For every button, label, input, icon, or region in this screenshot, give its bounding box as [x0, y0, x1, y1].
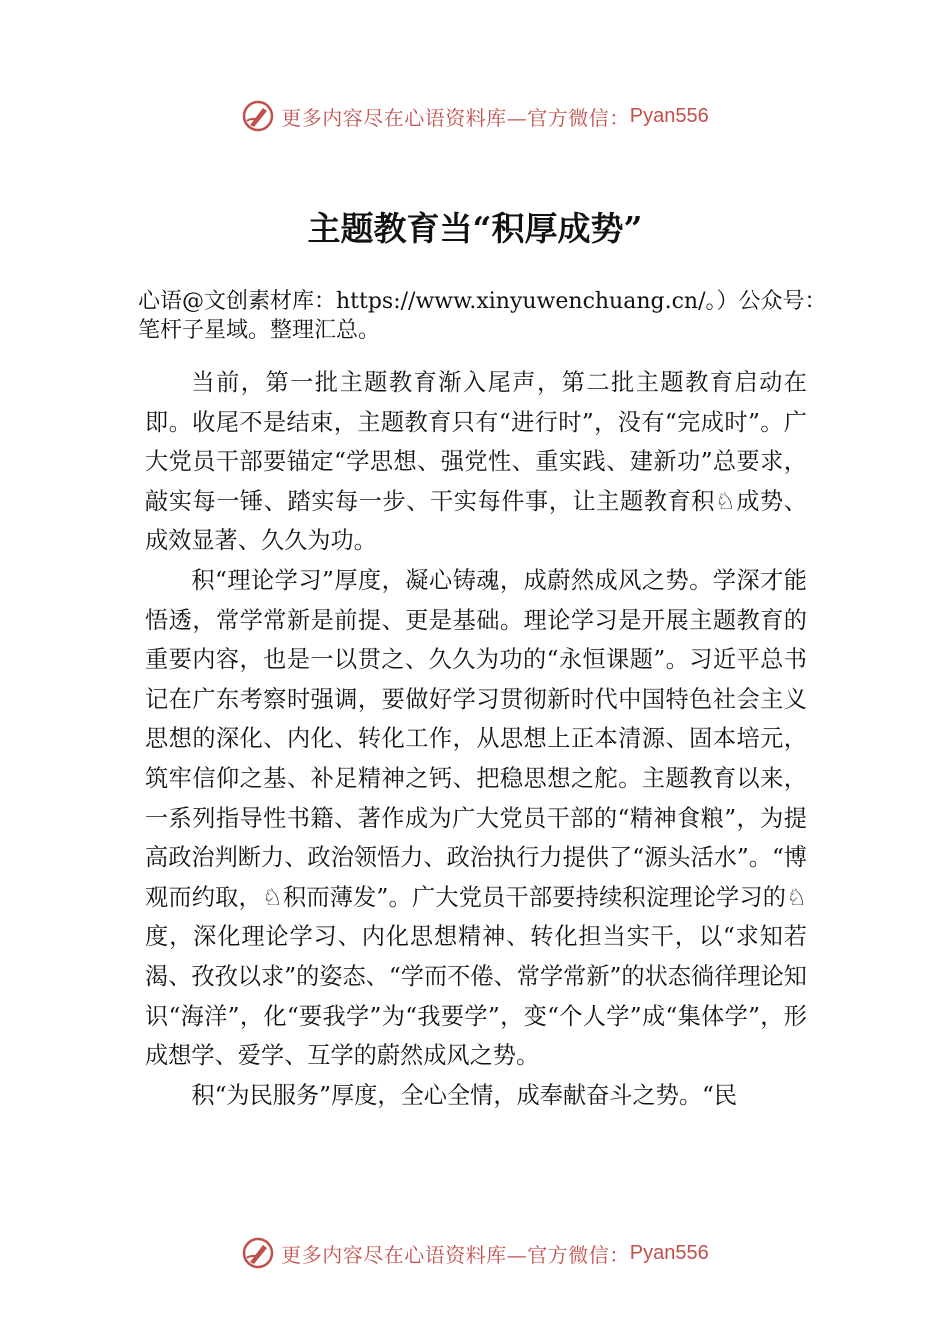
pen-logo-icon	[241, 1236, 275, 1270]
paragraph: 积“理论学习”厚度，凝心铸魂，成蔚然成风之势。学深才能悟透，常学常新是前提、更是基础。理论学习是开展主题教育的重要内容，也是一以贯之、久久为功的“永恒课题”。习近平总书记在广东考察时强调，要做好学习贯彻新时代中国特色社会主义思想的深化、内化、转化工作，从思想上正本清源、固本培元，筑牢信仰之基、补足精神之钙、把稳思想之舵。主题教育以来，一系列指导性书籍、著作成为广大党员干部的“精神食粮”，为提高政治判断力、政治领悟力、政治执行力提供了“源头活水”。“博观而约取，♘积而薄发”。广大党员干部要持续积淀理论学习的♘度，深化理论学习、内化思想精神、转化担当实干，以“求知若渴、孜孜以求”的姿态、“学而不倦、常学常新”的状态徜徉理论知识“海洋”，化“要我学”为“我要学”，变“个人学”成“集体学”，形成想学、爱学、互学的蔚然成风之势。	[145, 566, 807, 1070]
watermark-banner-bottom	[0, 1233, 950, 1273]
paragraph: 当前，第一批主题教育渐入尾声，第二批主题教育启动在即。收尾不是结束，主题教育只有“进行时”，没有“完成时”。广大党员干部要锚定“学思想、强党性、重实践、建新功”总要求，敲实每一锤、踏实每一步、干实每件事，让主题教育积♘成势、成效显著、久久为功。	[145, 369, 807, 555]
watermark-handle: Pyan556	[629, 1241, 709, 1264]
watermark-handle: Pyan556	[629, 104, 709, 127]
watermark-text: 更多内容尽在心语资料库—官方微信：	[281, 1242, 630, 1267]
pen-logo-icon	[241, 99, 275, 133]
source-note: 心语@文创素材库：https://www.xinyuwenchuang.cn/。）公众号：笔杆子星域。整理汇总。	[138, 289, 827, 343]
article-body	[145, 363, 807, 1115]
watermark-banner-top	[0, 96, 950, 136]
document-title: 主题教育当“积厚成势”	[307, 209, 643, 248]
paragraph: 积“为民服务”厚度，全心全情，成奉献奋斗之势。“民	[191, 1081, 738, 1109]
watermark-text: 更多内容尽在心语资料库—官方微信：	[281, 105, 630, 130]
